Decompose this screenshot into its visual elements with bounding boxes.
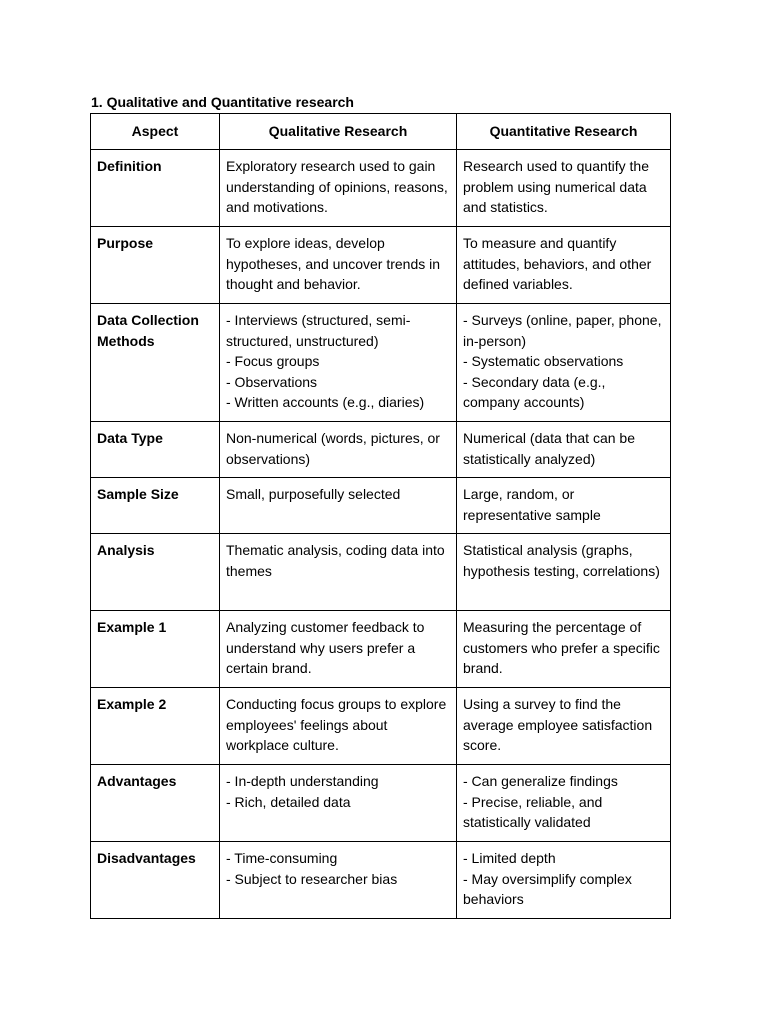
cell-line: Research used to quantify the problem using numerical data and statistics. (463, 158, 650, 215)
cell-line: Conducting focus groups to explore employees' feelings about workplace culture. (226, 696, 447, 753)
cell-line: - Can generalize findings (463, 773, 618, 789)
cell-line: Exploratory research used to gain understanding of opinions, reasons, and motivations. (226, 158, 448, 215)
qualitative-cell (220, 478, 457, 534)
comparison-table (90, 113, 671, 919)
quantitative-cell (457, 688, 671, 765)
row-label-data-type: Data Type (91, 422, 220, 478)
quantitative-cell (457, 150, 671, 227)
qualitative-cell (220, 304, 457, 422)
qualitative-cell (220, 842, 457, 919)
row-label-advantages: Advantages (91, 765, 220, 842)
qualitative-cell (220, 688, 457, 765)
cell-line: - Systematic observations (463, 353, 624, 369)
quantitative-cell (457, 478, 671, 534)
table-row (91, 304, 671, 422)
cell-line: Thematic analysis, coding data into themes (226, 542, 445, 579)
table-header-row (91, 114, 671, 150)
table-row (91, 534, 671, 611)
row-label-example-2: Example 2 (91, 688, 220, 765)
cell-line: Numerical (data that can be statistically analyzed) (463, 430, 635, 467)
table-row (91, 611, 671, 688)
quantitative-cell (457, 422, 671, 478)
cell-line: - In-depth understanding (226, 773, 379, 789)
table-row (91, 478, 671, 534)
qualitative-cell (220, 765, 457, 842)
qualitative-cell (220, 150, 457, 227)
header-aspect: Aspect (91, 114, 220, 150)
document-title: 1. Qualitative and Quantitative research (91, 94, 354, 110)
cell-line: Statistical analysis (graphs, hypothesis testing, correlations) (463, 542, 660, 579)
cell-line: Non-numerical (words, pictures, or observations) (226, 430, 440, 467)
qualitative-cell (220, 422, 457, 478)
quantitative-cell (457, 304, 671, 422)
cell-line: - Secondary data (e.g., company accounts) (463, 373, 606, 410)
row-label-purpose: Purpose (91, 227, 220, 304)
row-label-example-1: Example 1 (91, 611, 220, 688)
row-label-data-collection-methods: Data Collection Methods (91, 304, 220, 422)
cell-line: - Written accounts (e.g., diaries) (226, 394, 425, 410)
header-quantitative: Quantitative Research (457, 114, 671, 150)
cell-line: - Observations (226, 373, 318, 390)
cell-line: - Time-consuming (226, 850, 338, 866)
table-row (91, 422, 671, 478)
qualitative-cell (220, 534, 457, 611)
cell-line: - Surveys (online, paper, phone, in-person) (463, 312, 662, 349)
cell-line: - May oversimplify complex behaviors (463, 870, 632, 907)
cell-line: - Subject to researcher bias (226, 870, 398, 887)
cell-line: Using a survey to find the average employee satisfaction score. (463, 696, 653, 753)
cell-line: Large, random, or representative sample (463, 486, 601, 523)
table-row (91, 227, 671, 304)
header-qualitative: Qualitative Research (220, 114, 457, 150)
table-row (91, 150, 671, 227)
cell-line: - Limited depth (463, 850, 556, 866)
cell-line: - Rich, detailed data (226, 793, 351, 810)
quantitative-cell (457, 534, 671, 611)
quantitative-cell (457, 842, 671, 919)
row-label-disadvantages: Disadvantages (91, 842, 220, 919)
quantitative-cell (457, 765, 671, 842)
cell-line: - Focus groups (226, 353, 320, 369)
cell-line: - Precise, reliable, and statistically validated (463, 793, 603, 830)
quantitative-cell (457, 227, 671, 304)
table-row (91, 765, 671, 842)
row-label-sample-size: Sample Size (91, 478, 220, 534)
qualitative-cell (220, 611, 457, 688)
cell-line: To explore ideas, develop hypotheses, and uncover trends in thought and behavior. (226, 235, 441, 292)
cell-line: To measure and quantify attitudes, behaviors, and other defined variables. (463, 235, 652, 292)
row-label-definition: Definition (91, 150, 220, 227)
cell-line: Measuring the percentage of customers who prefer a specific brand. (463, 619, 660, 676)
table-row (91, 688, 671, 765)
cell-line: Small, purposefully selected (226, 486, 401, 502)
table-row (91, 842, 671, 919)
cell-line: - Interviews (structured, semi-structured, unstructured) (226, 312, 411, 349)
qualitative-cell (220, 227, 457, 304)
row-label-analysis: Analysis (91, 534, 220, 611)
cell-line: Analyzing customer feedback to understand why users prefer a certain brand. (226, 619, 425, 676)
quantitative-cell (457, 611, 671, 688)
